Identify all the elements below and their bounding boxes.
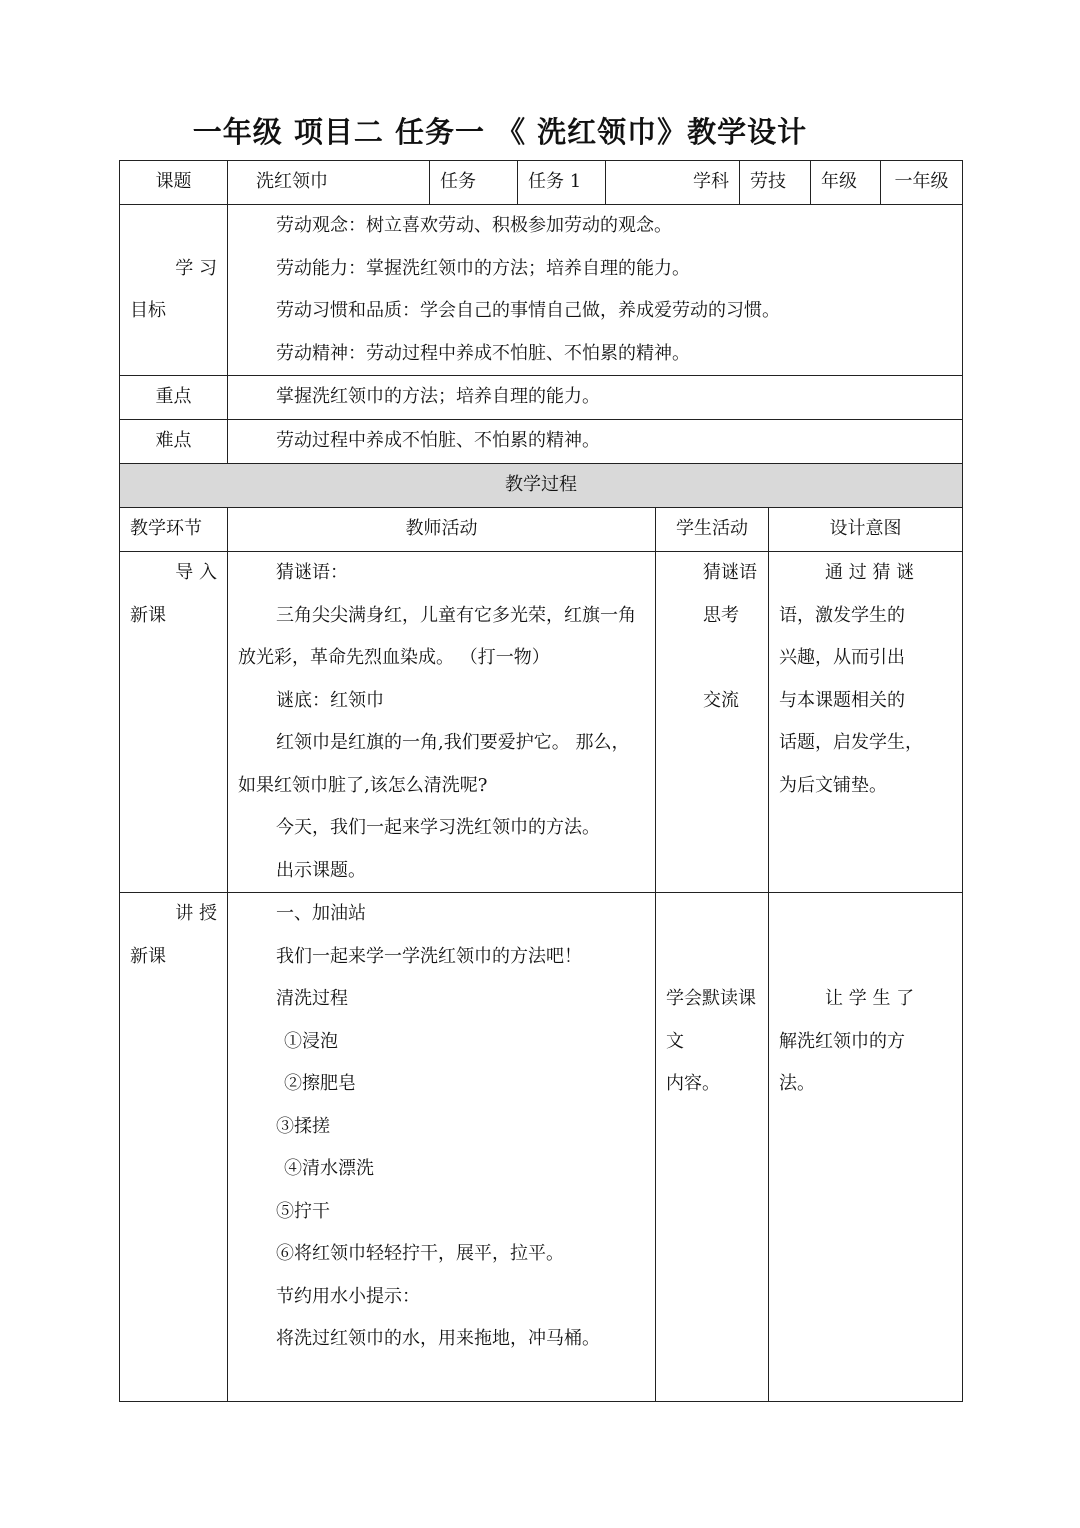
lesson-student: 学会默读课文 内容。 [656,893,769,1402]
topic-label: 课题 [120,161,228,205]
grade-value: 一年级 [881,161,963,205]
intro-stage: 导 入 新课 [120,552,228,893]
page-title: 一年级 项目二 任务一 《 洗红领巾》教学设计 [192,115,808,149]
goal-item: 劳动能力：掌握洗红领巾的方法；培养自理的能力。 [276,257,690,279]
difficulty-row [120,420,963,464]
goals-row [120,205,963,376]
key-point-text: 掌握洗红领巾的方法；培养自理的能力。 [228,376,963,420]
grade-label: 年级 [811,161,881,205]
goals-content [228,205,963,376]
task-label: 任务 [430,161,518,205]
column-header-row [120,508,963,552]
intro-student: 猜谜语 思考 交流 [656,552,769,893]
key-point-row [120,376,963,420]
goal-item: 劳动观念：树立喜欢劳动、积极参加劳动的观念。 [276,215,672,236]
key-point-label: 重点 [120,376,228,420]
col-student: 学生活动 [656,508,769,552]
subject-label: 学科 [606,161,740,205]
lesson-intent: 让 学 生 了 解洗红领巾的方 法。 [769,893,963,1402]
subject-value: 劳技 [740,161,811,205]
goal-item: 劳动习惯和品质：学会自己的事情自己做，养成爱劳动的习惯。 [276,300,780,321]
col-intent: 设计意图 [769,508,963,552]
lesson-row [120,893,963,1402]
goals-label: 学 习 目标 [120,205,228,376]
lesson-teacher: 一、加油站 我们一起来学一学洗红领巾的方法吧！ 清洗过程 ①浸泡 ②擦肥皂 ③揉搓 ④清水漂洗 ⑤拧干 ⑥将红领巾轻轻拧干，展平，拉平。 节约用水小提示： 将洗过红领巾的水，用来拖地，冲马桶。 [228,893,656,1402]
process-header-row [120,464,963,508]
col-stage: 教学环节 [120,508,228,552]
lesson-stage: 讲 授 新课 [120,893,228,1402]
difficulty-text: 劳动过程中养成不怕脏、不怕累的精神。 [228,420,963,464]
intro-row [120,552,963,893]
difficulty-label: 难点 [120,420,228,464]
col-teacher: 教师活动 [228,508,656,552]
lesson-plan-table [119,160,963,1402]
task-value: 任务 1 [518,161,606,205]
process-header: 教学过程 [120,464,963,508]
intro-intent: 通 过 猜 谜 语，激发学生的 兴趣，从而引出 与本课题相关的 话题，启发学生， 为后文铺垫。 [769,552,963,893]
intro-teacher: 猜谜语： 三角尖尖满身红，儿童有它多光荣，红旗一角 放光彩，革命先烈血染成。 （打一物） 谜底：红领巾 红领巾是红旗的一角,我们要爱护它。 那么， 如果红领巾脏了,该怎么清洗呢? 今天，我们一起来学习洗红领巾的方法。 出示课题。 [228,552,656,893]
topic-value: 洗红领巾 [228,161,430,205]
goal-item: 劳动精神：劳动过程中养成不怕脏、不怕累的精神。 [276,342,690,364]
info-row [120,161,963,205]
